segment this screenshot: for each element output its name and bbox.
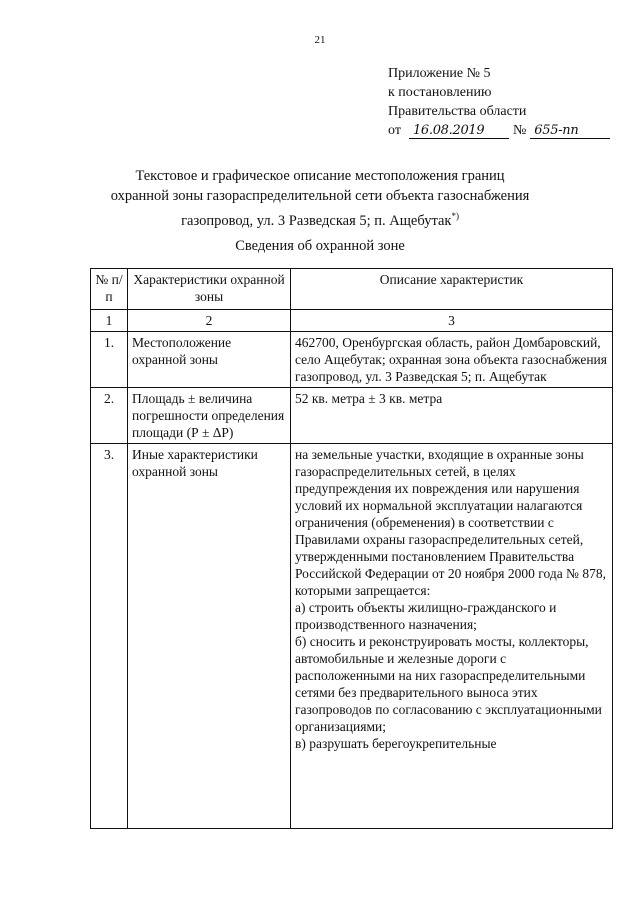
title-line-2: охранной зоны газораспределительной сети объекта газоснабжения [110,188,530,204]
index-cell-1: 1 [91,310,128,332]
appendix-block [388,64,610,140]
index-cell-2: 2 [128,310,291,332]
list-item: а) строить объекты жилищно-гражданского и производственного назначения; [295,600,557,632]
title-line-1: Текстовое и графическое описание местоположения границ [135,168,505,184]
row-number: 2. [91,388,128,444]
index-cell-3: 3 [291,310,613,332]
from-label: от [388,123,401,138]
row-description: 462700, Оренбургская область, район Домбаровский, село Ащебутак; охранная зона объекта газоснабжения газопровод, ул. 3 Разведская 5; п. Ащебутак [291,332,613,388]
section-title: Сведения об охранной зоне [235,238,405,254]
row-description: 52 кв. метра ± 3 кв. метра [291,388,613,444]
row-description: на земельные участки, входящие в охранные зоны газораспределительных сетей, в целях предупреждения их повреждения или нарушения условий их нормальной эксплуатации налагаются ограничения (обременения) в соответствии с Правилами охраны газораспределительных сетей, утвержденными постановлением Правительства Российской Федерации от 20 ноября 2000 года № 878, которыми запрещается: [295,447,606,598]
handwritten-date: 16.08.2019 [409,124,509,139]
table-row [91,388,613,444]
appendix-date-line [388,121,610,140]
row-characteristic: Площадь ± величина погрешности определения площади (Р ± ΔР) [128,388,291,444]
row-number: 1. [91,332,128,388]
appendix-line-2: к постановлению [388,85,492,100]
table-header-row [91,269,613,310]
row-description-cell [291,444,613,829]
list-item: в) разрушать берегоукрепительные [295,736,497,751]
zone-table [90,268,613,829]
table-index-row [91,310,613,332]
number-label: № [512,123,527,138]
page-number: 21 [314,34,326,46]
title-line-3-wrapper [60,206,580,231]
footnote-mark: *) [451,211,459,221]
title-line-3: газопровод, ул. 3 Разведская 5; п. Ащебутак [181,212,452,229]
appendix-line-1: Приложение № 5 [388,66,491,81]
header-description: Описание характеристик [291,269,613,310]
table-row [91,444,613,829]
table-row [91,332,613,388]
document-title [60,166,580,231]
handwritten-number: 655-пп [530,124,610,139]
row-number: 3. [91,444,128,829]
header-number: № п/п [91,269,128,310]
row-characteristic: Местоположение охранной зоны [128,332,291,388]
row-characteristic: Иные характеристики охранной зоны [128,444,291,829]
header-characteristic: Характеристики охранной зоны [128,269,291,310]
list-item: б) сносить и реконструировать мосты, коллекторы, автомобильные и железные дороги с расположенными на них газораспределительными сетями без предварительного выноса этих газопроводов по согласованию с эксплуатационными организациями; [295,634,602,734]
appendix-line-3: Правительства области [388,104,527,119]
